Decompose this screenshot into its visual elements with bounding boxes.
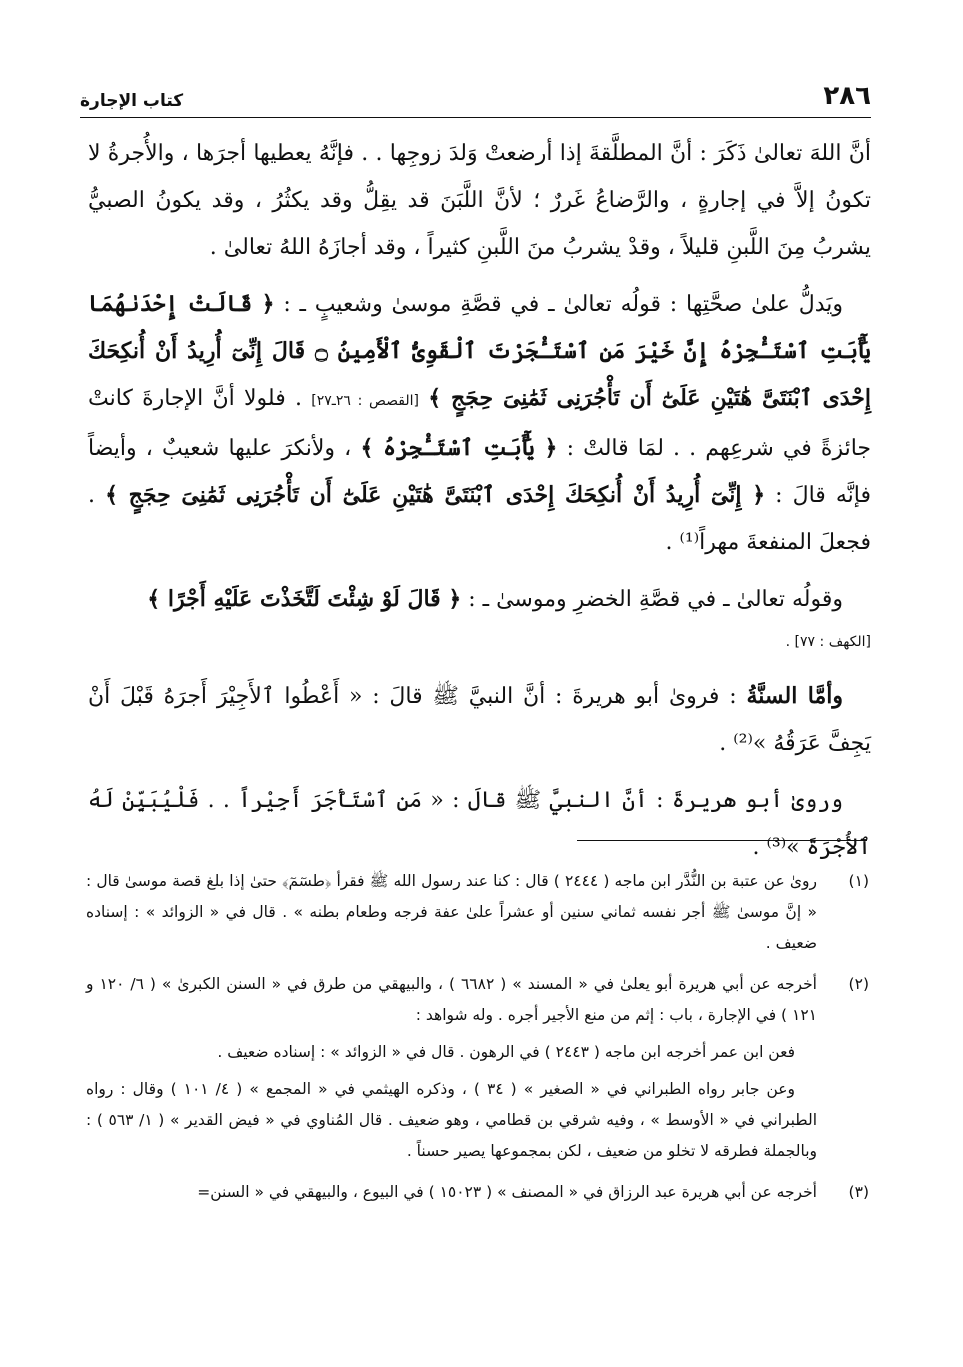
footnotes: [86, 866, 869, 1218]
footnote-divider: [577, 840, 867, 841]
footnote-text: روىٰ عن عتبة بن النُّدَّر ابن ماجه ( ٢٤٤٤ ) قال : كنا عند رسول الله ﷺ فقرأ ﴿طسٓمٓ﴾ حتىٰ إذا بلغ قصة موسىٰ قال : « إنَّ موسىٰ ﷺ أجر نفسه ثماني سنين أو عشراً علىٰ عفة فرجه وطعام بطنه » . قال في « الزوائد » : إسناده ضعيف .: [86, 872, 817, 952]
footnote-body: [86, 866, 817, 965]
paragraph-4: [88, 673, 871, 767]
sunnah-heading: وأمَّا السنَّةُ: [746, 683, 843, 709]
quran-verse-kahf: ﴿ قَالَ لَوْ شِئْتَ لَتَّخَذْتَ عَلَيْهِ أَجْرًا ﴾: [147, 586, 462, 612]
paragraph-2-intro: ويَدلُّ علىٰ صحَّتِها : قولُه تعالىٰ ـ في قصَّةِ موسىٰ وشعيبٍ ـ :: [274, 292, 843, 317]
footnote-text: وعن جابر رواه الطبراني في « الصغير » ( ٣٤ ) ، وذكره الهيثمي في « المجمع » ( ٤/ ١٠١ ) وقال : رواه الطبراني في « الأوسط » ، وفيه شرقي بن قطامي ، وهو ضعيف . قال المُناوي في « فيض القدير » ( ١/ ٥٦٣ ) : وبالجملة فطرقه لا تخلو من ضعيف ، لكن بمجموعها يصير حسناً .: [86, 1080, 817, 1160]
paragraph-4-text: : فروىٰ أبو هريرةَ : أنَّ النبيَّ ﷺ قالَ : « أَعْطُوا ٱلأَجِيْرَ أَجرَهُ قَبْلَ أَنْ يَجِفَّ عَرَقُهُ »⁽²⁾ .: [88, 684, 871, 756]
paragraph-2-end: . فجعلَ المنفعةَ مهراً⁽¹⁾ .: [88, 483, 871, 555]
verse-reference-kahf: [الكهف : ٧٧] .: [785, 634, 871, 650]
paragraph-2-rest: . فلولا أنَّ الإجارةَ كانتْ جائزةً في شرعِهم . . لمَا قالتْ :: [88, 386, 872, 461]
footnote-2: [86, 969, 869, 1173]
footnote-number: (٣): [848, 1183, 869, 1201]
quran-verse-short: ﴿ يَٰٓأَبَتِ ٱسْتَـْٔجِرْهُ ﴾: [360, 435, 558, 461]
paragraph-3: [88, 576, 871, 623]
paragraph-2-mid: ، ولأنكرَ عليها شعيبٌ ، وأيضاً فإنَّه قالَ :: [88, 436, 872, 508]
main-text: [88, 130, 871, 881]
footnote-body: [86, 1177, 817, 1214]
footnote-number: (٢): [848, 975, 869, 993]
paragraph-2: [88, 281, 871, 566]
page-number: ٢٨٦: [823, 81, 871, 111]
footnote-text: فعن ابن عمر أخرجه ابن ماجه ( ٢٤٤٣ ) في الرهون . قال في « الزوائد » : إسناده ضعيف .: [217, 1043, 795, 1061]
footnote-body: [86, 969, 817, 1173]
quran-verse-qasas: ﴿ قَالَتْ إِحْدَىٰهُمَا يَٰٓأَبَتِ ٱسْتَـْٔجِرْهُ إِنَّ خَيْرَ مَنِ ٱسْتَـْٔجَرْتَ ٱلْقَوِىُّ ٱلْأَمِينُ ۝ قَالَ إِنِّىٓ أُرِيدُ أَنْ أُنكِحَكَ إِحْدَى ٱبْنَتَىَّ هَٰتَيْنِ عَلَىٰٓ أَن تَأْجُرَنِى ثَمَٰنِىَ حِجَجٍ ﴾: [88, 291, 872, 411]
footnote-text: أخرجه عن أبي هريرة عبد الرزاق في « المصنف » ( ١٥٠٢٣ ) في البيوع ، والبيهقي في « السنن=: [197, 1183, 817, 1201]
footnote-3: [86, 1177, 869, 1214]
paragraph-3-intro: وقولُه تعالىٰ ـ في قصَّةِ الخضرِ وموسىٰ ـ :: [461, 587, 843, 612]
chapter-title: كتاب الإجارة: [80, 91, 184, 111]
page-header: [80, 78, 871, 118]
quran-verse-marriage: ﴿ إِنِّىٓ أُرِيدُ أَنْ أُنكِحَكَ إِحْدَى ٱبْنَتَىَّ هَٰتَيْنِ عَلَىٰٓ أَن تَأْجُرَنِى ثَمَٰنِىَ حِجَجٍ ﴾: [105, 482, 766, 508]
paragraph-5: وروىٰ أبو هريرةَ : أنَّ النبيَّ ﷺ قالَ : « مَنِ ٱسْتَأْجَرَ أَجِيْراً . . فَلْيُبَيِّنْ لَهُ ٱلأُجْرَةَ »⁽³⁾ .: [88, 788, 871, 860]
footnote-number: (١): [848, 872, 869, 890]
footnote-1: [86, 866, 869, 965]
footnote-text: أخرجه عن أبي هريرة أبو يعلىٰ في « المسند » ( ٦٦٨٢ ) ، والبيهقي من طرق في « السنن الكبرىٰ » ( ٦/ ١٢٠ و ١٢١ ) في الإجارة ، باب : إثم من منع الأجير أجره . وله شواهد :: [86, 975, 817, 1024]
verse-reference-qasas: [القصص : ٢٦ـ٢٧]: [311, 393, 419, 409]
paragraph-1: أنَّ اللهَ تعالىٰ ذَكَرَ : أنَّ المطلَّقةَ إذا أرضعتْ وَلدَ زوجِها . . فإنَّهُ يعطيها أجرَها ، والأُجرةُ لا تكونُ إلاَّ في إجارةٍ ، والرَّضاعُ غَررٌ ؛ لأنَّ اللَّبَنَ قد يقِلُّ وقد يكثُرُ ، وقد يكونُ الصبيُّ يشربُ مِنَ اللَّبنِ قليلاً ، وقدْ يشربُ منَ اللَّبنِ كثيراً ، وقد أجازَهُ اللهُ تعالىٰ .: [88, 141, 871, 260]
